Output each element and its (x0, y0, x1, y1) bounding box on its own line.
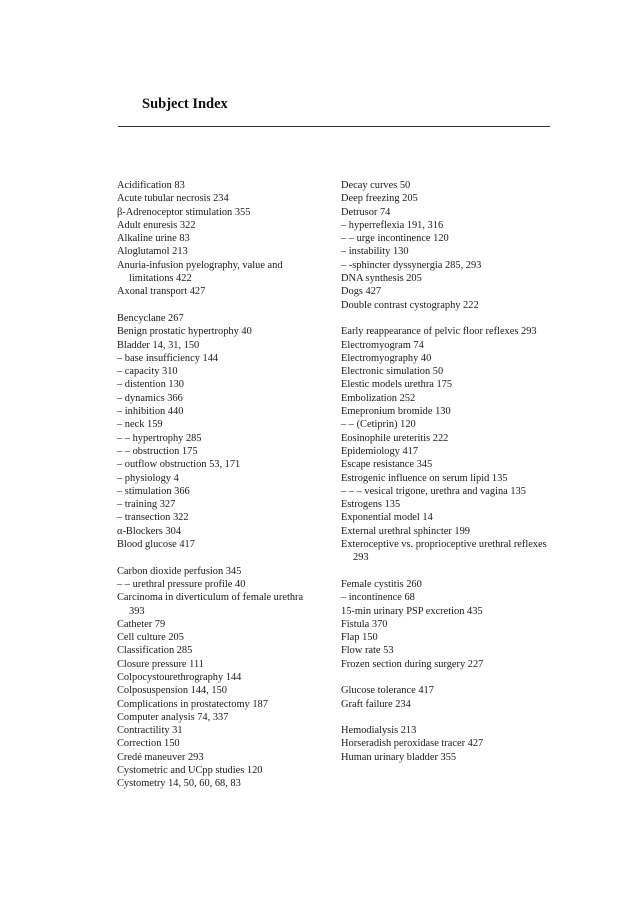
index-entry: – outflow obstruction 53, 171 (117, 459, 241, 471)
index-entry: – stimulation 366 (117, 485, 190, 497)
index-entry: – training 327 (117, 499, 176, 511)
index-entry: Acute tubular necrosis 234 (117, 193, 229, 205)
index-entry: Alkaline urine 83 (117, 233, 190, 245)
index-entry: Bladder 14, 31, 150 (117, 339, 200, 351)
index-entry: 15-min urinary PSP excretion 435 (341, 605, 483, 617)
index-entry: Glucose tolerance 417 (341, 685, 434, 697)
group-gap (117, 551, 317, 564)
index-entry: – -sphincter dyssynergia 285, 293 (341, 259, 482, 271)
index-entry: Electronic simulation 50 (341, 366, 444, 378)
index-entry: Computer analysis 74, 337 (117, 711, 229, 723)
index-entry: Double contrast cystography 222 (341, 299, 479, 311)
index-entry: External urethral sphincter 199 (341, 525, 470, 537)
index-entry: Decay curves 50 (341, 180, 411, 191)
group-gap (117, 299, 317, 312)
index-entry: – transection 322 (117, 512, 189, 524)
index-entry: Acidification 83 (117, 180, 185, 191)
group-gap (341, 312, 556, 325)
index-entry: Embolization 252 (341, 392, 416, 404)
index-entry: β-Adrenoceptor stimulation 355 (117, 206, 251, 218)
index-entry: – – hypertrophy 285 (117, 432, 202, 444)
index-entry: – capacity 310 (117, 366, 178, 378)
index-entry: Exponential model 14 (341, 512, 433, 524)
group-gap (341, 565, 556, 578)
index-entry: Anuria-infusion pyelography, value and limitations 422 (117, 259, 283, 285)
index-entry: Hemodialysis 213 (341, 725, 417, 737)
index-entry: – physiology 4 (117, 472, 179, 484)
title-rule (118, 126, 550, 127)
index-entry: Elestic models urethra 175 (341, 379, 453, 391)
index-entry: Correction 150 (117, 738, 180, 750)
index-entry: – inhibition 440 (117, 406, 184, 418)
index-entry: – – urethral pressure profile 40 (117, 578, 246, 590)
index-entry: Exteroceptive vs. proprioceptive urethral reflexes 293 (341, 539, 547, 564)
index-entry: Graft failure 234 (341, 698, 411, 710)
index-entry: Closure pressure 111 (117, 658, 204, 670)
index-entry: Cystometric and UCpp studies 120 (117, 765, 263, 777)
index-entry: Frozen section during surgery 227 (341, 658, 484, 670)
index-entry: – – obstruction 175 (117, 445, 198, 457)
index-entry: – incontinence 68 (341, 592, 415, 604)
index-entry: – distention 130 (117, 379, 184, 391)
index-entry: Benign prostatic hypertrophy 40 (117, 326, 252, 338)
index-entry: Carcinoma in diverticulum of female urethra 393 (117, 592, 304, 617)
index-entry: Complications in prostatectomy 187 (117, 698, 268, 710)
index-entry: Bencyclane 267 (117, 312, 184, 324)
index-entry: Flap 150 (341, 632, 378, 644)
index-entry: Carbon dioxide perfusion 345 (117, 565, 242, 577)
index-entry: Deep freezing 205 (341, 193, 418, 205)
index-entry: Detrusor 74 (341, 206, 391, 218)
page-title: Subject Index (142, 96, 228, 112)
index-entry: Escape resistance 345 (341, 459, 433, 471)
index-entry: Emepronium bromide 130 (341, 406, 451, 418)
index-entry: – dynamics 366 (117, 392, 183, 404)
index-entry: Early reappearance of pelvic floor reflexes 293 (341, 326, 537, 338)
index-entry: DNA synthesis 205 (341, 273, 422, 285)
index-entry: Classification 285 (117, 645, 193, 657)
index-entry: Female cystitis 260 (341, 578, 422, 590)
index-entry: Catheter 79 (117, 618, 166, 630)
index-entry: Estrogenic influence on serum lipid 135 (341, 472, 508, 484)
index-column-left (117, 179, 317, 791)
index-entry: Axonal transport 427 (117, 286, 206, 298)
index-entry: α-Blockers 304 (117, 525, 182, 537)
index-entry: Electromyography 40 (341, 352, 432, 364)
index-entry: – instability 130 (341, 246, 409, 258)
index-entry: Estrogens 135 (341, 499, 401, 511)
index-entry: Horseradish peroxidase tracer 427 (341, 738, 484, 750)
index-entry: Fistula 370 (341, 618, 388, 630)
index-entry: Colpocystourethrography 144 (117, 671, 242, 683)
index-entry: Flow rate 53 (341, 645, 394, 657)
index-entry: – – (Cetiprin) 120 (341, 419, 416, 431)
index-entry: Cystometry 14, 50, 60, 68, 83 (117, 778, 241, 790)
index-entry: Human urinary bladder 355 (341, 751, 457, 763)
index-entry: – neck 159 (117, 419, 163, 431)
index-entry: – – urge incontinence 120 (341, 233, 449, 245)
index-entry: Electromyogram 74 (341, 339, 424, 351)
index-entry: Blood glucose 417 (117, 539, 195, 551)
index-entry: Epidemiology 417 (341, 445, 419, 457)
group-gap (341, 671, 556, 684)
index-entry: Contractility 31 (117, 725, 183, 737)
index-entry: Colposuspension 144, 150 (117, 685, 227, 697)
index-entry: Dogs 427 (341, 286, 382, 298)
index-entry: Eosinophile ureteritis 222 (341, 432, 449, 444)
index-entry: Adult enuresis 322 (117, 219, 196, 231)
index-entry: – hyperreflexia 191, 316 (341, 219, 444, 231)
index-entry: – base insufficiency 144 (117, 352, 219, 364)
index-entry: – – – vesical trigone, urethra and vagina 135 (341, 485, 526, 497)
group-gap (341, 711, 556, 724)
index-entry: Aloglutamol 213 (117, 246, 188, 258)
index-entry: Cell culture 205 (117, 632, 184, 644)
index-column-right (341, 179, 556, 764)
index-entry: Credé maneuver 293 (117, 751, 204, 763)
